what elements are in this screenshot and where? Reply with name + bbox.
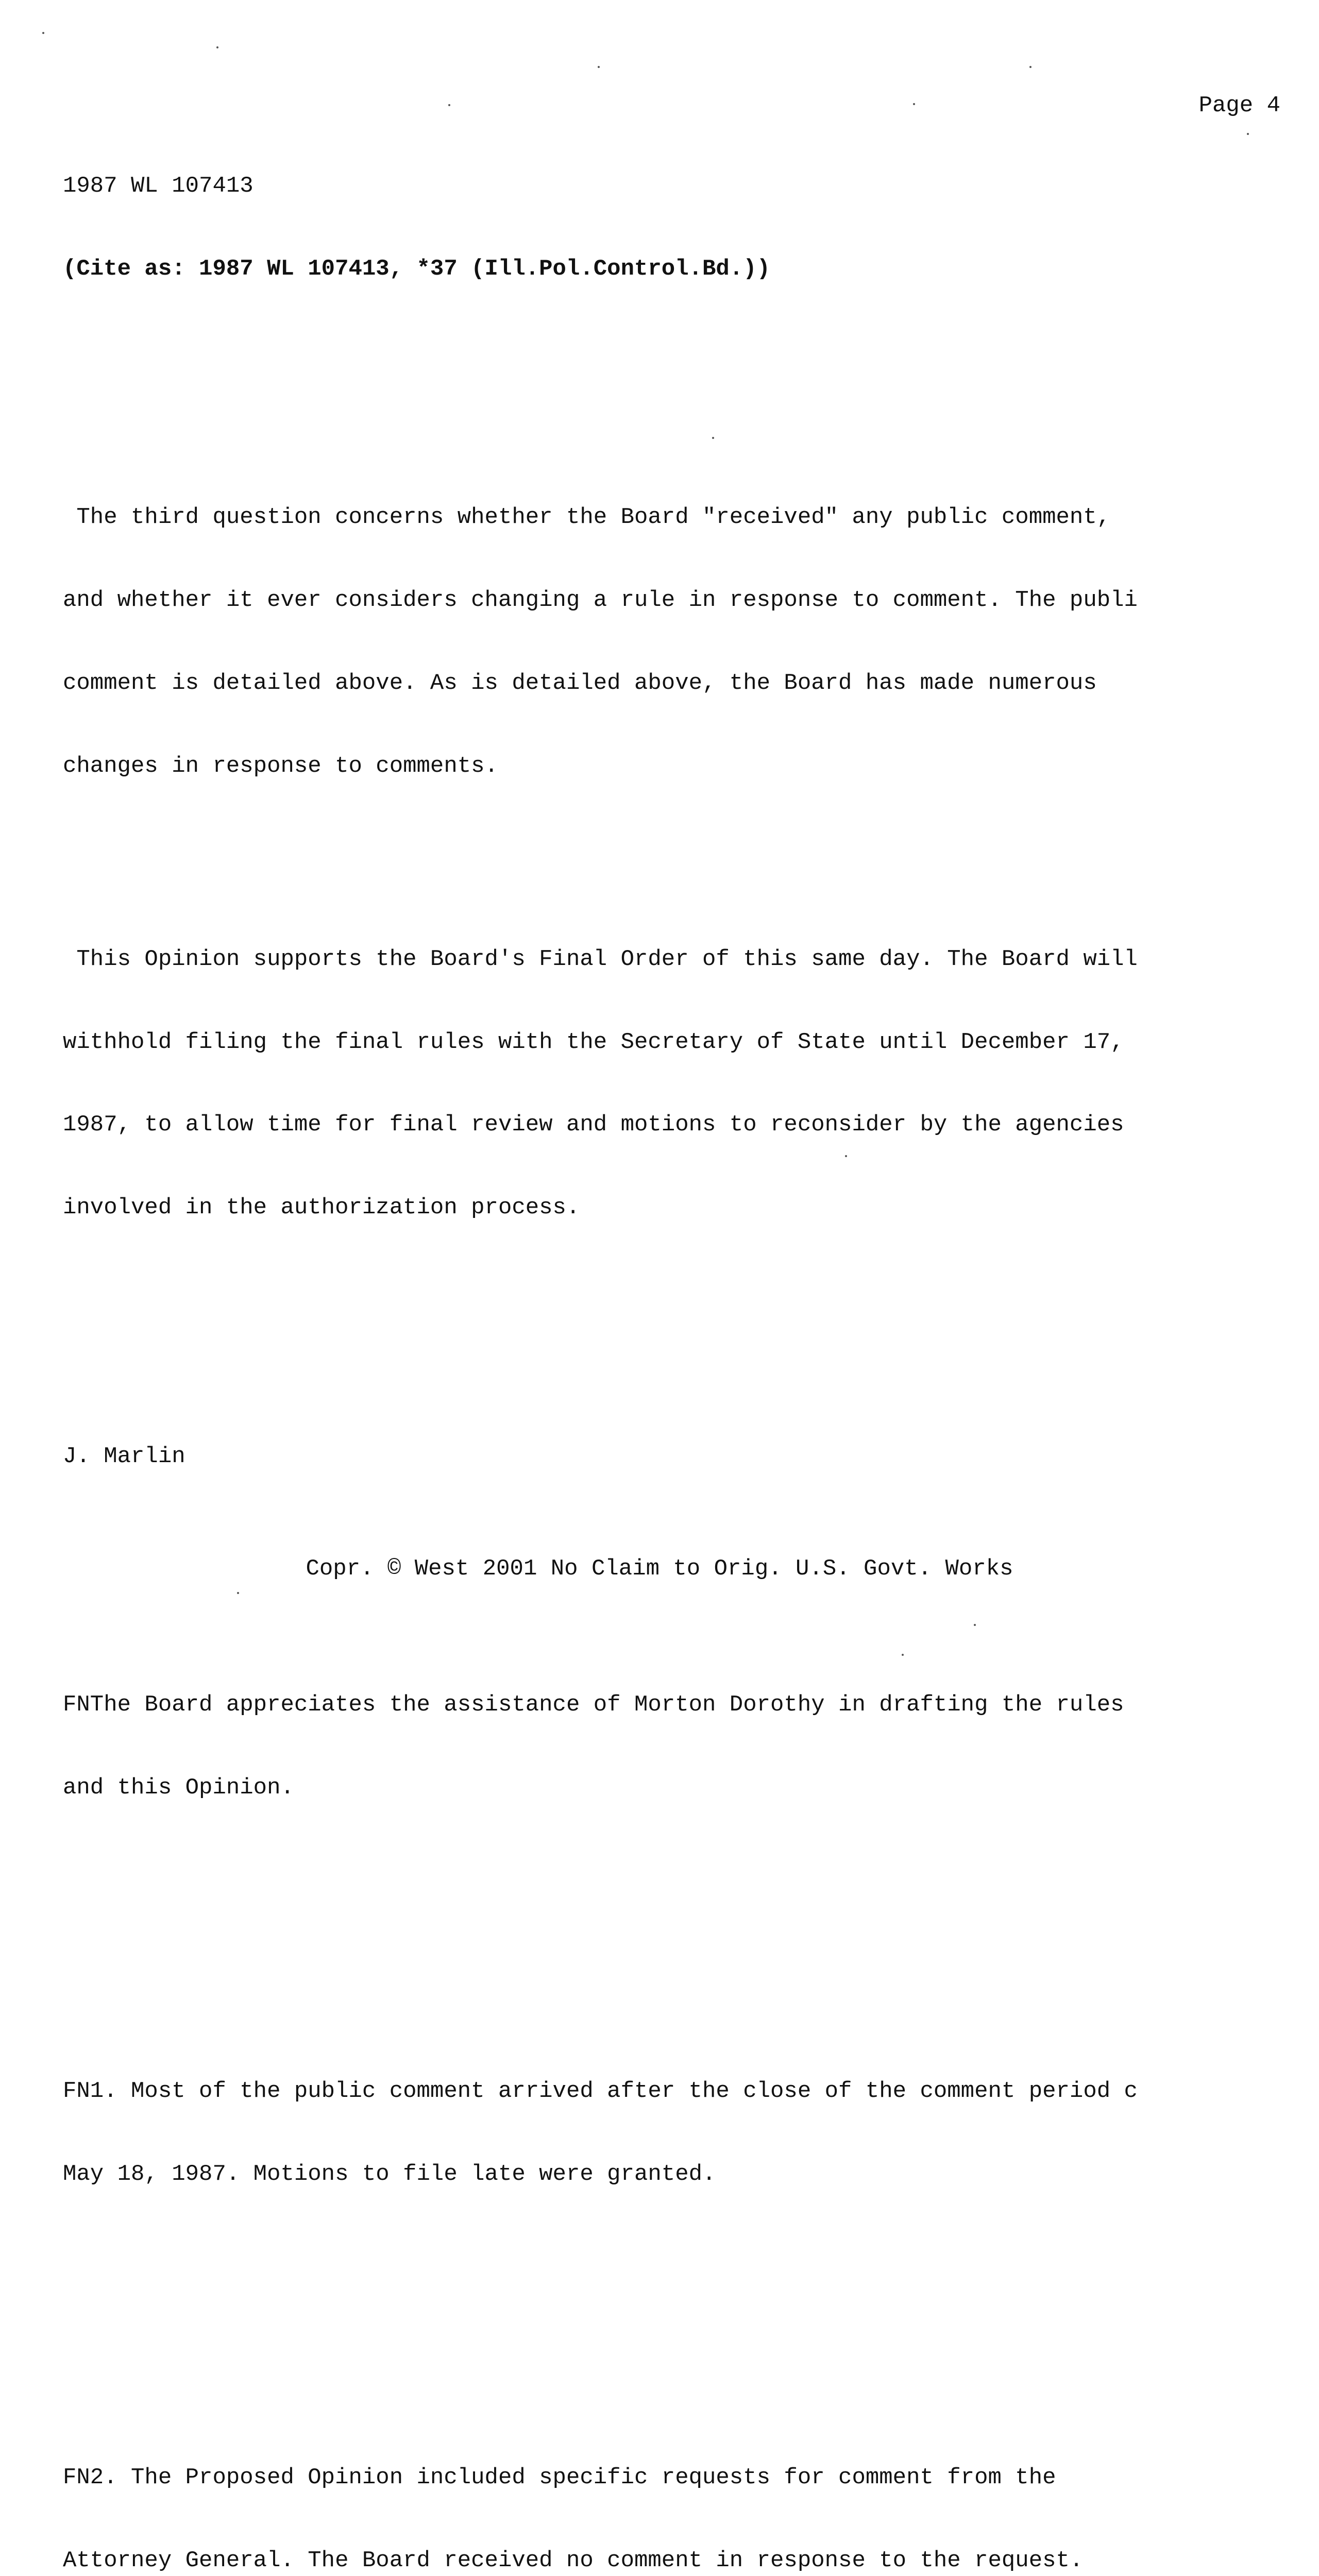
scan-speck <box>42 32 44 34</box>
footnote-1: FN1. Most of the public comment arrived after the close of the comment period c May 18, 1987. Motions to file late were granted. <box>63 2078 1138 2187</box>
footnote-intro: FNThe Board appreciates the assistance of Morton Dorothy in drafting the rules and this Opinion. <box>63 1691 1124 1801</box>
scan-speck <box>598 66 600 68</box>
copyright-footer: Copr. © West 2001 No Claim to Orig. U.S. Govt. Works <box>306 1556 1013 1582</box>
scan-speck <box>1029 66 1031 68</box>
scan-speck <box>712 437 714 439</box>
scan-speck <box>974 1624 976 1626</box>
paragraph-opinion-supports: This Opinion supports the Board's Final Order of this same day. The Board will withhold filing the final rules with the Secretary of State until December 17, 1987, to allow time for final review and motions to reconsider by the agencies involved in the authorization process. <box>63 946 1138 1221</box>
scan-speck <box>913 103 915 105</box>
citation-line: 1987 WL 107413 <box>63 173 253 199</box>
scan-speck <box>902 1654 904 1656</box>
document-content <box>63 117 1279 2576</box>
scan-speck <box>237 1592 239 1594</box>
footnote-2: FN2. The Proposed Opinion included specific requests for comment from the Attorney General. The Board received no comment in response to the request. <box>63 2465 1084 2574</box>
scan-speck <box>845 1155 847 1157</box>
paragraph-third-question: The third question concerns whether the Board "received" any public comment, and whether it ever considers changing a rule in response to comment. The publi comment is detailed above. As is detailed above, the Board has made numerous changes in response to comments. <box>63 504 1138 779</box>
signature: J. Marlin <box>63 1443 185 1469</box>
page-number: Page 4 <box>1198 93 1280 118</box>
scan-speck <box>1247 133 1249 135</box>
scan-speck <box>216 46 218 48</box>
scan-speck <box>448 104 450 106</box>
cite-as-line: (Cite as: 1987 WL 107413, *37 (Ill.Pol.Control.Bd.)) <box>63 256 771 282</box>
